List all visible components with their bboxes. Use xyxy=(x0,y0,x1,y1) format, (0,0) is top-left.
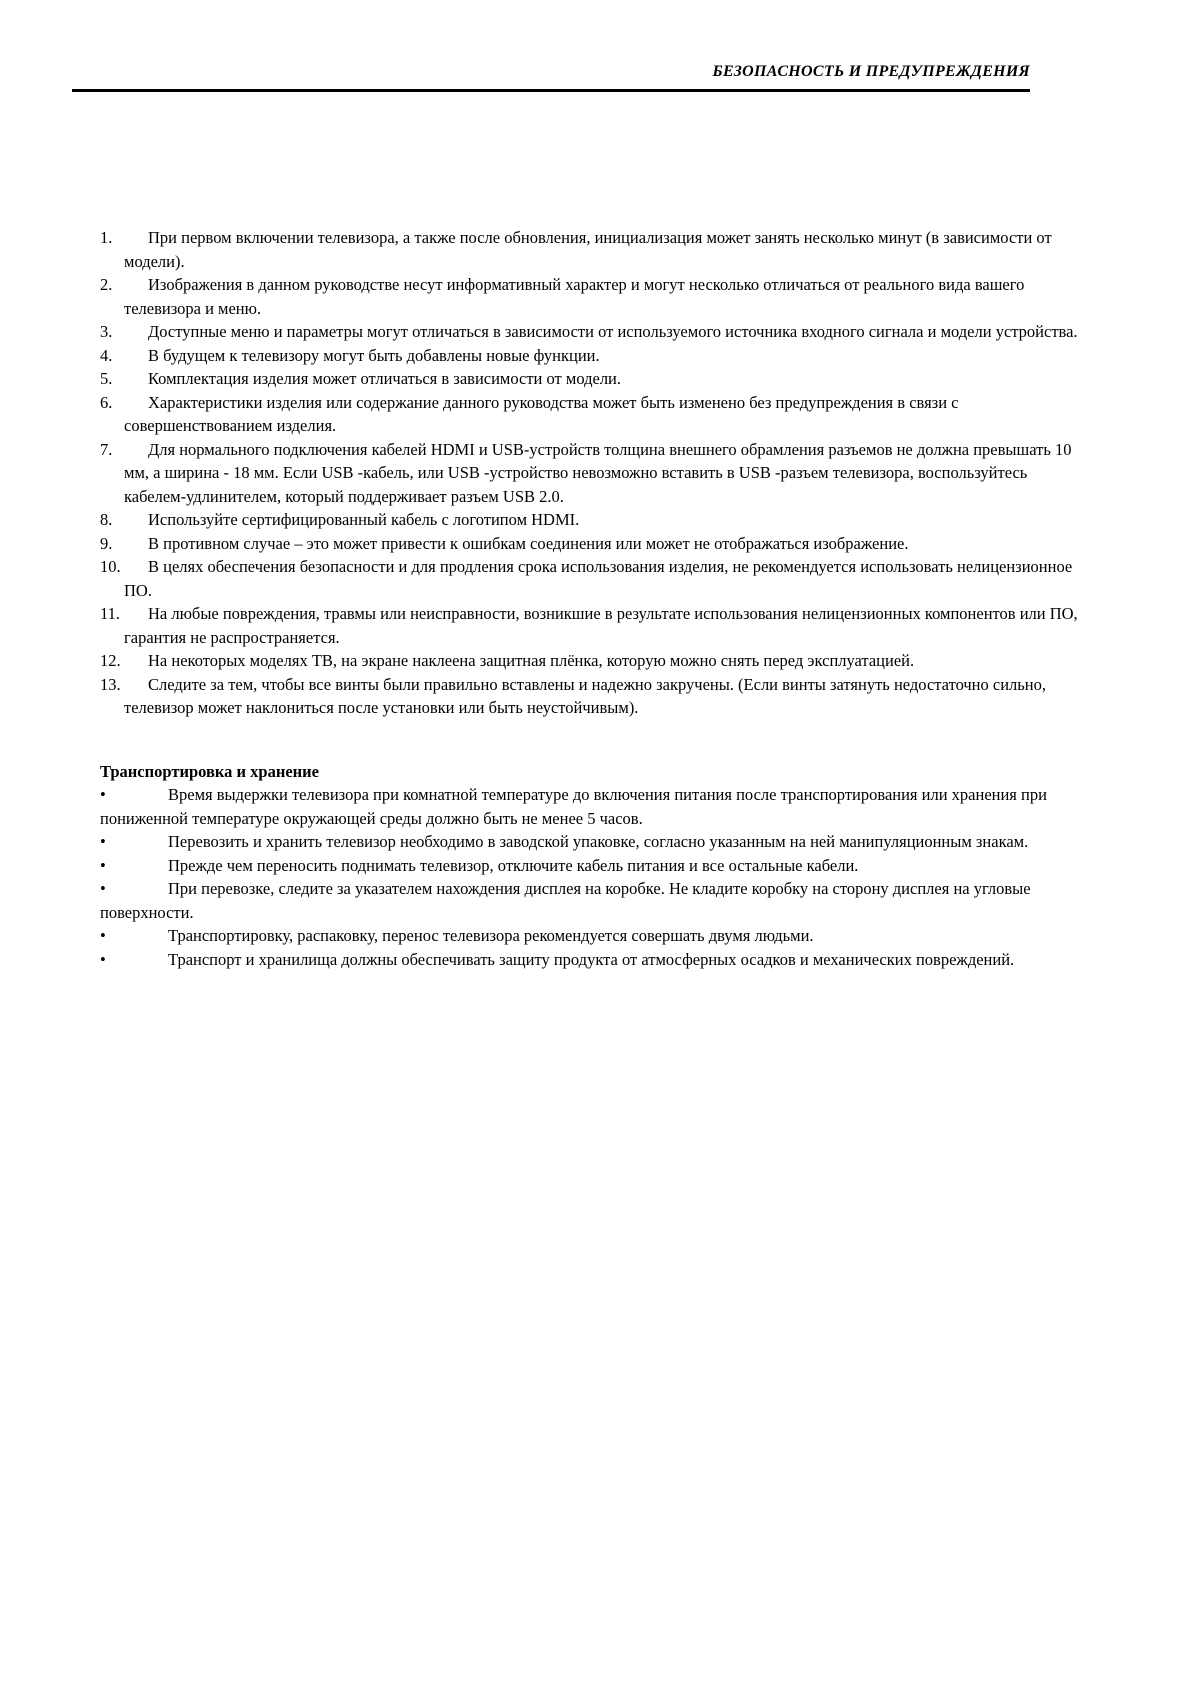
list-item-text: На любые повреждения, травмы или неисправности, возникшие в результате использования нелицензионных компонентов или ПО, гарантия не распространяется. xyxy=(124,604,1078,647)
numbered-list-item xyxy=(100,367,1091,391)
list-item-text: На некоторых моделях ТВ, на экране наклеена защитная плёнка, которую можно снять перед эксплуатацией. xyxy=(148,651,915,670)
numbered-list-item xyxy=(100,673,1091,720)
bullet-list-item xyxy=(100,830,1091,854)
bullet-marker: • xyxy=(100,879,106,898)
bullet-item-text: Время выдержки телевизора при комнатной температуре до включения питания после транспортирования или хранения при пониженной температуре окружающей среды должно быть не менее 5 часов. xyxy=(100,785,1047,828)
list-item-number: 7. xyxy=(100,439,113,459)
bullet-item-text: При перевозке, следите за указателем нахождения дисплея на коробке. Не кладите коробку на сторону дисплея на угловые поверхности. xyxy=(100,879,1031,922)
list-item-text: В целях обеспечения безопасности и для продления срока использования изделия, не рекомендуется использовать нелицензионное ПО. xyxy=(124,557,1073,600)
header-divider xyxy=(72,89,1030,92)
numbered-list-item xyxy=(100,649,1091,673)
list-item-number: 3. xyxy=(100,322,113,341)
list-item-text: Используйте сертифицированный кабель с логотипом HDMI. xyxy=(148,510,580,529)
numbered-list-item xyxy=(100,555,1091,602)
numbered-list-item xyxy=(100,273,1091,320)
numbered-list-item xyxy=(100,226,1091,273)
page-header xyxy=(100,62,1091,82)
bullet-list-item xyxy=(100,877,1091,924)
numbered-list-item xyxy=(100,532,1091,556)
bullet-marker: • xyxy=(100,949,106,969)
list-item-number: 10. xyxy=(100,557,121,576)
list-item-number: 12. xyxy=(100,651,121,670)
list-item-text: Комплектация изделия может отличаться в зависимости от модели. xyxy=(148,369,622,388)
page-title: БЕЗОПАСНОСТЬ И ПРЕДУПРЕЖДЕНИЯ xyxy=(712,63,1030,80)
list-item-number: 9. xyxy=(100,533,113,553)
numbered-list-item xyxy=(100,508,1091,532)
bullet-marker: • xyxy=(100,832,106,851)
list-item-text: Следите за тем, чтобы все винты были правильно вставлены и надежно закручены. (Если винты затянуть недостаточно сильно, телевизор может наклониться после установки или быть неустойчивым). xyxy=(124,674,1047,717)
list-item-number: 6. xyxy=(100,392,113,412)
bullet-item-text: Перевозить и хранить телевизор необходимо в заводской упаковке, согласно указанным на ней манипуляционным знакам. xyxy=(168,832,1029,851)
bullet-marker: • xyxy=(100,926,106,945)
numbered-list-item xyxy=(100,320,1091,344)
bullet-item-text: Прежде чем переносить поднимать телевизор, отключите кабель питания и все остальные кабели. xyxy=(168,855,859,875)
bullet-item-text: Транспортировку, распаковку, перенос телевизора рекомендуется совершать двумя людьми. xyxy=(168,926,814,945)
bullet-item-text: Транспорт и хранилища должны обеспечивать защиту продукта от атмосферных осадков и механических повреждений. xyxy=(168,949,1015,969)
numbered-list xyxy=(100,226,1091,720)
numbered-list-item xyxy=(100,602,1091,649)
list-item-text: При первом включении телевизора, а также после обновления, инициализация может занять несколько минут (в зависимости от модели). xyxy=(124,228,1052,271)
list-item-number: 4. xyxy=(100,345,113,365)
bullet-list-item xyxy=(100,854,1091,878)
numbered-list-item xyxy=(100,344,1091,368)
numbered-list-item xyxy=(100,438,1091,509)
list-item-number: 5. xyxy=(100,369,113,388)
list-item-number: 11. xyxy=(100,604,121,623)
list-item-number: 13. xyxy=(100,674,121,694)
bullet-list-item xyxy=(100,924,1091,948)
transport-bullet-list xyxy=(100,783,1091,971)
bullet-marker: • xyxy=(100,855,106,875)
list-item-text: Характеристики изделия или содержание данного руководства может быть изменено без предупреждения в связи с совершенствованием изделия. xyxy=(124,392,959,435)
bullet-list-item xyxy=(100,783,1091,830)
list-item-text: В будущем к телевизору могут быть добавлены новые функции. xyxy=(148,345,600,365)
list-item-number: 1. xyxy=(100,228,113,247)
list-item-number: 2. xyxy=(100,275,113,294)
transport-section-title: Транспортировка и хранение xyxy=(100,761,319,781)
list-item-text: Для нормального подключения кабелей HDMI и USB-устройств толщина внешнего обрамления разъемов не должна превышать 10 мм, а ширина - 18 мм. Если USB -кабель, или USB -устройство невозможно вставить в USB -разъем телевизора, воспользуйтесь кабелем-удлинителем, который поддерживает разъем USB 2.0. xyxy=(124,439,1072,506)
numbered-list-item xyxy=(100,391,1091,438)
list-item-text: Изображения в данном руководстве несут информативный характер и могут несколько отличаться от реального вида вашего телевизора и меню. xyxy=(124,275,1025,318)
bullet-marker: • xyxy=(100,785,106,804)
bullet-list-item xyxy=(100,948,1091,972)
list-item-text: В противном случае – это может привести к ошибкам соединения или может не отображаться изображение. xyxy=(148,533,909,553)
list-item-text: Доступные меню и параметры могут отличаться в зависимости от используемого источника входного сигнала и модели устройства. xyxy=(148,322,1078,341)
list-item-number: 8. xyxy=(100,510,113,529)
